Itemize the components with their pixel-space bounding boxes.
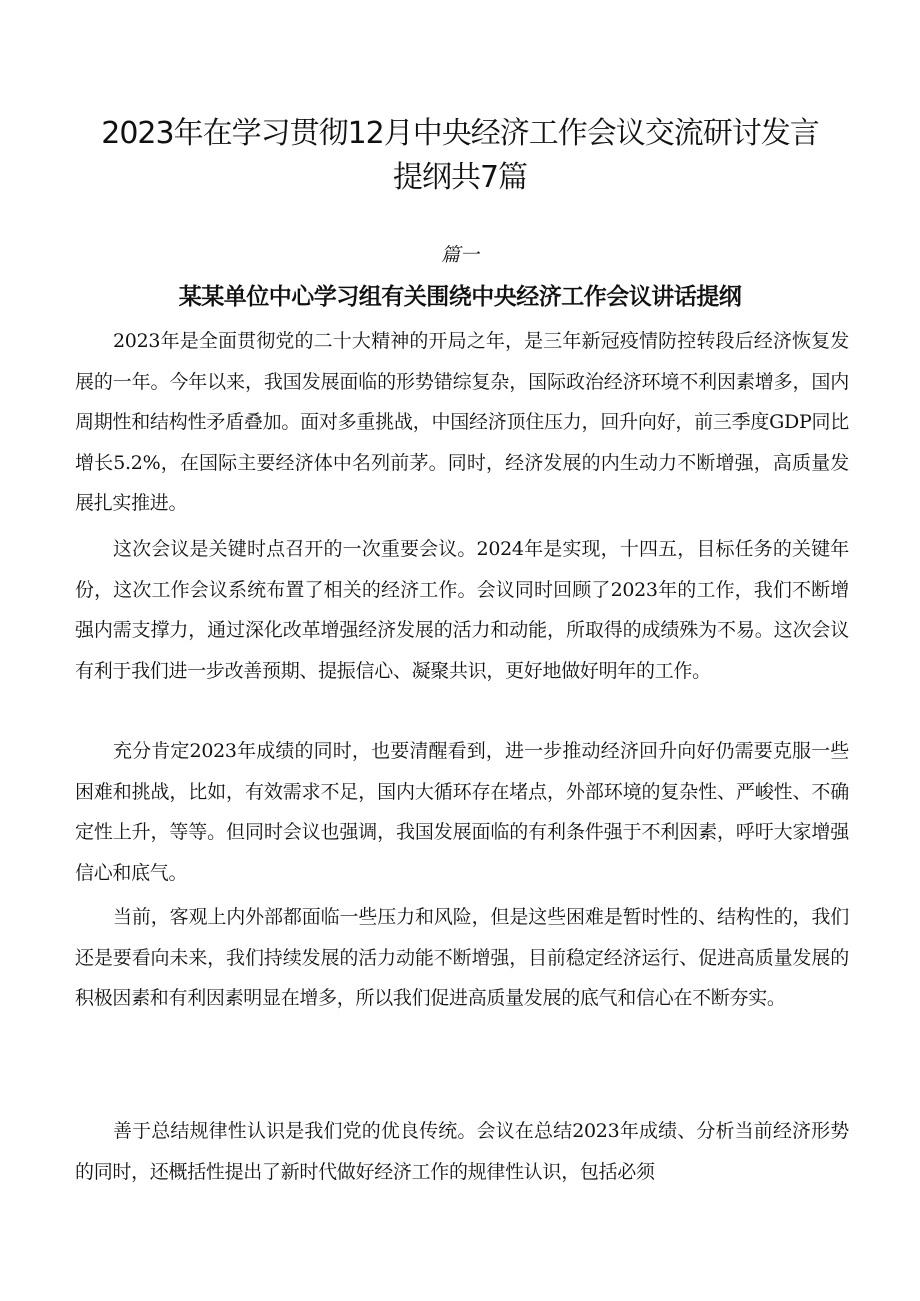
paragraph-1: 2023年是全面贯彻党的二十大精神的开局之年，是三年新冠疫情防控转段后经济恢复发展的一年。今年以来，我国发展面临的形势错综复杂，国际政治经济环境不利因素增多，国内周期性和结构性矛盾叠加。面对多重挑战，中国经济顶住压力，回升向好，前三季度GDP同比增长5.2%，在国际主要经济体中名列前茅。同时，经济发展的内生动力不断增强，高质量发展扎实推进。	[75, 330, 849, 514]
paragraph-2: 这次会议是关键时点召开的一次重要会议。2024年是实现，十四五，目标任务的关键年份，这次工作会议系统布置了相关的经济工作。会议同时回顾了2023年的工作，我们不断增强内需支撑力，通过深化改革增强经济发展的活力和动能，所取得的成绩殊为不易。这次会议有利于我们进一步改善预期、提振信心、凝聚共识，更好地做好明年的工作。	[75, 538, 849, 682]
section-label: 篇一	[440, 244, 479, 266]
paragraph-5: 善于总结规律性认识是我们党的优良传统。会议在总结2023年成绩、分析当前经济形势的同时，还概括性提出了新时代做好经济工作的规律性认识，包括必须	[75, 1120, 849, 1183]
document-title: 2023年在学习贯彻12月中央经济工作会议交流研讨发言提纲共7篇	[101, 116, 819, 195]
section-heading: 某某单位中心学习组有关围绕中央经济工作会议讲话提纲	[178, 284, 742, 310]
paragraph-4: 当前，客观上内外部都面临一些压力和风险，但是这些困难是暂时性的、结构性的，我们还是要看向未来，我们持续发展的活力动能不断增强，目前稳定经济运行、促进高质量发展的积极因素和有利因素明显在增多，所以我们促进高质量发展的底气和信心在不断夯实。	[75, 906, 849, 1009]
paragraph-3: 充分肯定2023年成绩的同时，也要清醒看到，进一步推动经济回升向好仍需要克服一些困难和挑战，比如，有效需求不足，国内大循环存在堵点，外部环境的复杂性、严峻性、不确定性上升，等等。但同时会议也强调，我国发展面临的有利条件强于不利因素，呼吁大家增强信心和底气。	[75, 740, 849, 884]
